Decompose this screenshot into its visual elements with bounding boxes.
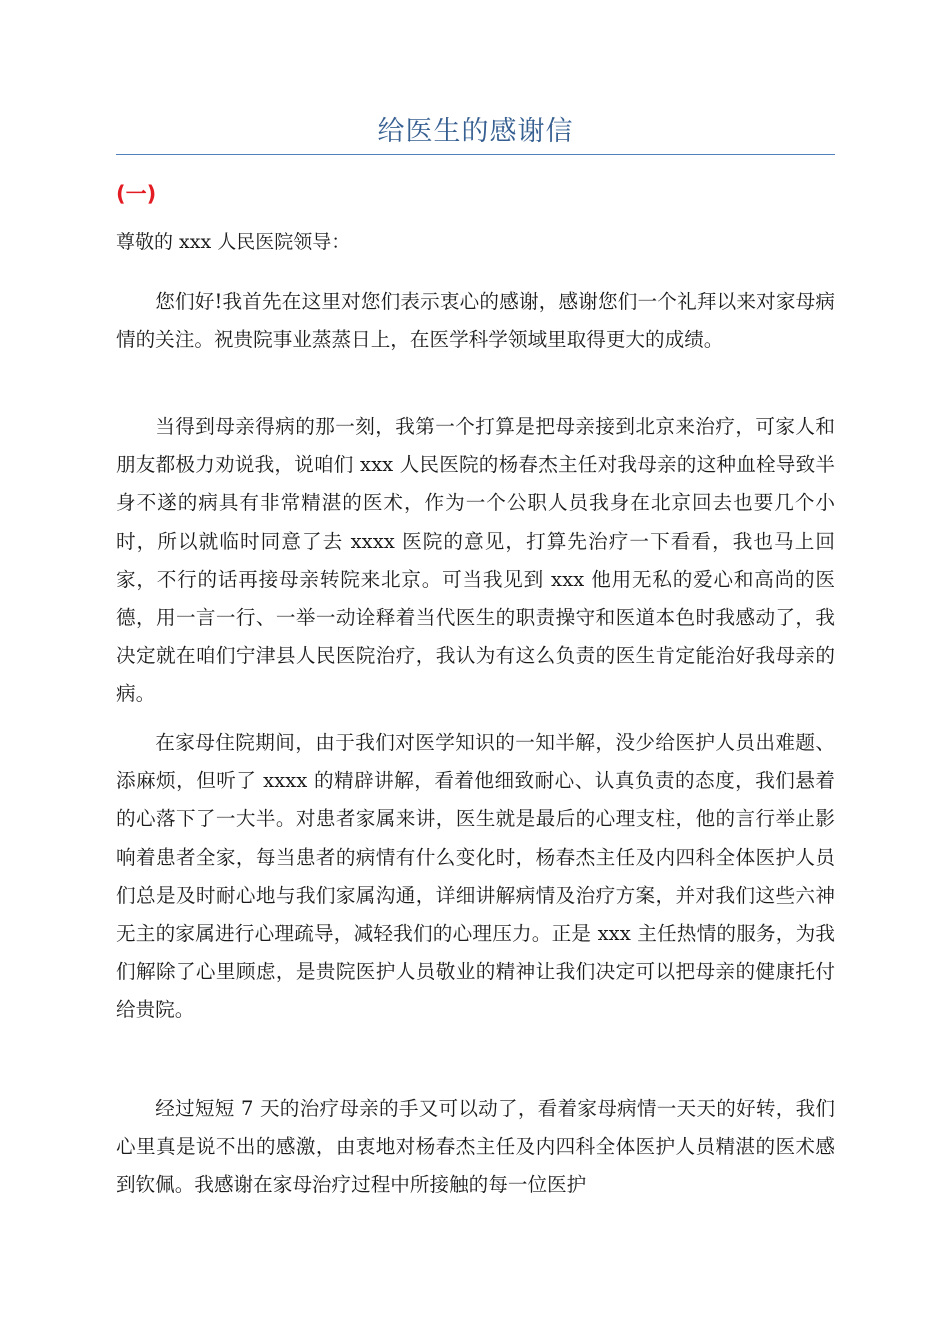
title-underline: [116, 154, 835, 155]
document-title: 给医生的感谢信: [377, 116, 574, 147]
section-number: (一): [116, 182, 157, 206]
salutation: 尊敬的 xxx 人民医院领导：: [116, 231, 351, 253]
paragraph: 在家母住院期间，由于我们对医学知识的一知半解，没少给医护人员出难题、添麻烦，但听了 xxxx 的精辟讲解，看着他细致耐心、认真负责的态度，我们悬着的心落下了一大半。对患者家属来讲，医生就是最后的心理支柱，他的言行举止影响着患者全家，每当患者的病情有什么变化时，杨春杰主任及内四科全体医护人员们总是及时耐心地与我们家属沟通，详细讲解病情及治疗方案，并对我们这些六神无主的家属进行心理疏导，减轻我们的心理压力。正是 xxx 主任热情的服务，为我们解除了心里顾虑，是贵院医护人员敬业的精神让我们决定可以把母亲的健康托付给贵院。: [116, 731, 835, 1022]
paragraph: 您们好!我首先在这里对您们表示衷心的感谢，感谢您们一个礼拜以来对家母病情的关注。祝贵院事业蒸蒸日上，在医学科学领域里取得更大的成绩。: [116, 290, 835, 352]
paragraph: 当得到母亲得病的那一刻，我第一个打算是把母亲接到北京来治疗，可家人和朋友都极力劝说我，说咱们 xxx 人民医院的杨春杰主任对我母亲的这种血栓导致半身不遂的病具有非常精湛的医术，作为一个公职人员我身在北京回去也要几个小时，所以就临时同意了去 xxxx 医院的意见，打算先治疗一下看看，我也马上回家，不行的话再接母亲转院来北京。可当我见到 xxx 他用无私的爱心和高尚的医德，用一言一行、一举一动诠释着当代医生的职责操守和医道本色时我感动了，我决定就在咱们宁津县人民医院治疗，我认为有这么负责的医生肯定能治好我母亲的病。: [116, 415, 835, 706]
paragraph: 经过短短 7 天的治疗母亲的手又可以动了，看着家母病情一天天的好转，我们心里真是说不出的感激，由衷地对杨春杰主任及内四科全体医护人员精湛的医术感到钦佩。我感谢在家母治疗过程中所接触的每一位医护: [116, 1097, 835, 1197]
